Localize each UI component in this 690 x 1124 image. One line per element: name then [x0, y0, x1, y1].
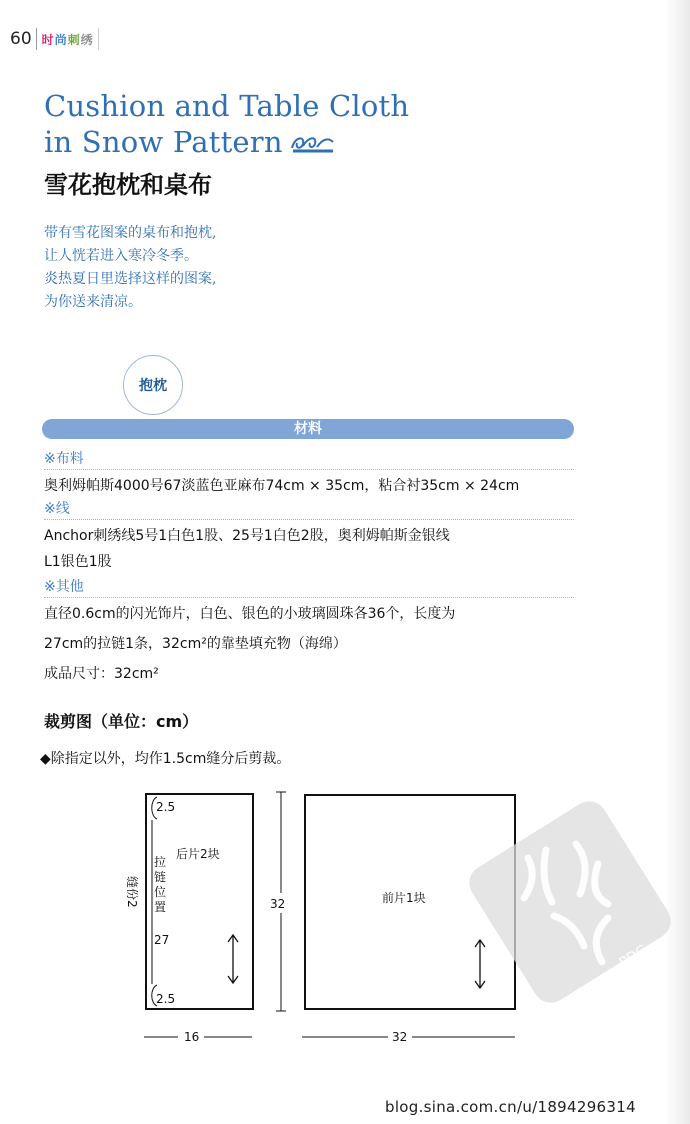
zipper-label-char: 链	[154, 870, 167, 884]
cutting-note: ◆除指定以外，均作1.5cm缝分后剪裁。	[40, 751, 291, 767]
cushion-badge: 抱枕	[123, 355, 183, 415]
front-width-value: 32	[392, 1030, 408, 1044]
intro-line: 带有雪花图案的桌布和抱枕,	[44, 225, 217, 241]
finished-size: 成品尺寸：32cm²	[44, 666, 159, 682]
watermark-seal-icon	[458, 798, 688, 1028]
title-line-1: Cushion and Table Cloth	[44, 89, 410, 123]
top-margin-value: 2.5	[156, 800, 176, 814]
zipper-label-char: 位	[154, 885, 167, 899]
zipper-length-value: 27	[154, 933, 170, 947]
thread-text-1: Anchor刺绣线5号1白色1股、25号1白色2股，奥利姆帕斯金银线	[44, 528, 450, 544]
zipper-label-char: 拉	[154, 855, 167, 869]
fabric-text: 奥利姆帕斯4000号67淡蓝色亚麻布74cm × 35cm，粘合衬35cm × 24cm	[44, 478, 520, 494]
section-char: 时	[41, 32, 55, 47]
page-title-cn: 雪花抱枕和桌布	[44, 170, 212, 199]
title-line-2: in Snow Pattern	[44, 125, 283, 159]
intro-line: 让人恍若进入寒冷冬季。	[44, 248, 198, 264]
other-text-1: 直径0.6cm的闪光饰片，白色、银色的小玻璃圆珠各36个，长度为	[44, 606, 456, 622]
height-value: 32	[270, 897, 286, 911]
intro-line: 为你送来清凉。	[44, 294, 142, 310]
grain-arrow-icon	[228, 935, 238, 983]
bottom-margin-value: 2.5	[156, 992, 176, 1006]
section-char: 尚	[54, 32, 68, 47]
thread-text-2: L1银色1股	[44, 554, 112, 570]
back-width-value: 16	[184, 1030, 200, 1044]
section-char: 绣	[80, 32, 94, 47]
seam-allowance-label: 缝份2	[125, 876, 139, 908]
section-char: 刺	[67, 32, 81, 47]
other-label: ※其他	[44, 577, 574, 598]
page-number: 60	[10, 29, 32, 49]
cutting-title: 裁剪图（单位：cm）	[44, 712, 199, 731]
front-piece-label: 前片1块	[382, 891, 426, 905]
zipper-label-char: 置	[154, 900, 167, 914]
materials-heading: 材料	[294, 421, 322, 437]
intro-line: 炎热夏日里选择这样的图案,	[44, 271, 217, 287]
footer-url: blog.sina.com.cn/u/1894296314	[385, 1098, 636, 1116]
back-piece-label: 后片2块	[176, 847, 220, 861]
watermark-text: PDG	[616, 941, 651, 972]
other-text-2: 27cm的拉链1条，32cm²的靠垫填充物（海绵）	[44, 636, 347, 652]
fabric-label: ※布料	[44, 449, 574, 470]
thread-label: ※线	[44, 499, 574, 520]
